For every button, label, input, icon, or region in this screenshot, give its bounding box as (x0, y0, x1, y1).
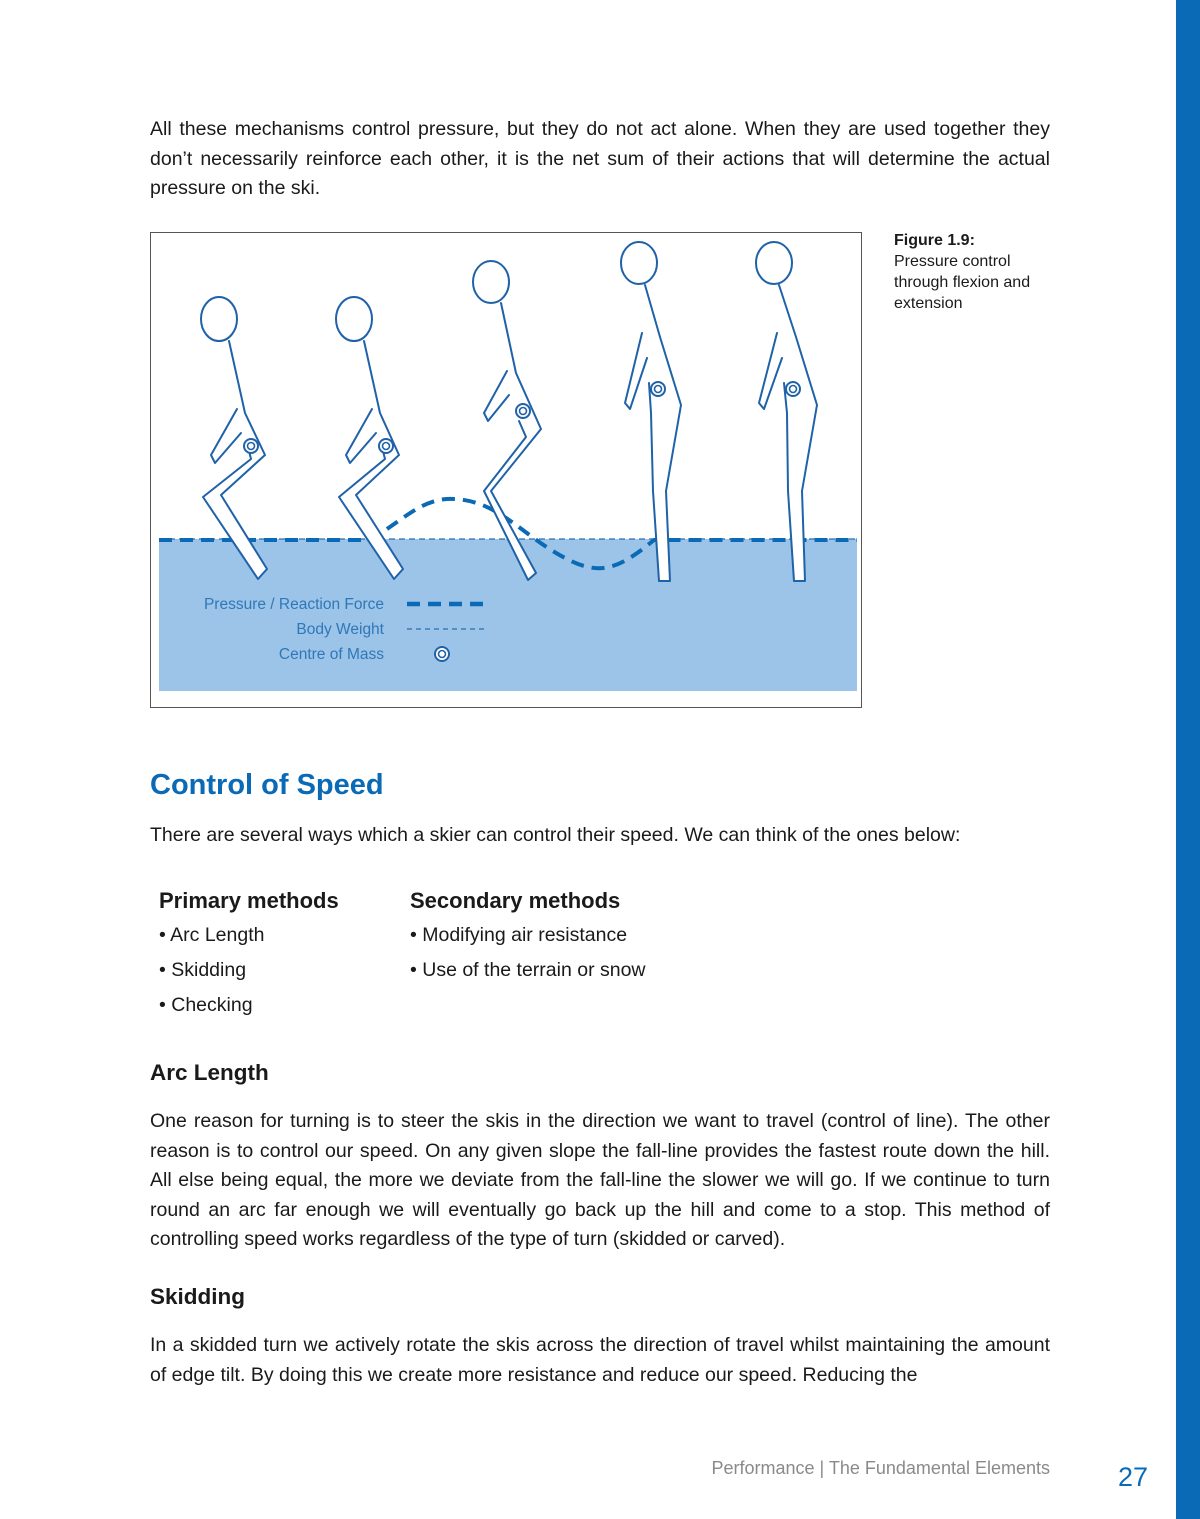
intro-paragraph: All these mechanisms control pressure, but they do not act alone. When they are used together they don’t necessarily reinforce each other, it is the net sum of their actions that will determine the actual pressure on the ski. (150, 118, 1050, 199)
primary-methods-list (159, 918, 339, 1023)
centre-of-mass-icon (435, 647, 449, 661)
skidding-heading: Skidding (150, 1284, 245, 1309)
figure-caption (894, 230, 1064, 314)
arc-length-paragraph: One reason for turning is to steer the skis in the direction we want to travel (control of line). The other reason is to control our speed. On any given slope the fall-line provides the fastest route down the hill. All else being equal, the more we deviate from the fall-line the slower we will go. If we continue to turn round an arc far enough we will eventually go back up the hill and come to a stop. This method of controlling speed works regardless of the type of turn (skidded or carved). (150, 1110, 1050, 1250)
skidding-paragraph: In a skidded turn we actively rotate the skis across the direction of travel whilst maintaining the amount of edge tilt. By doing this we create more resistance and reduce our speed. Reducing the (150, 1334, 1050, 1386)
side-color-bar (1176, 0, 1200, 1519)
section-title: Control of Speed (150, 769, 384, 801)
list-item: • Checking (159, 994, 253, 1016)
speed-intro-paragraph: There are several ways which a skier can control their speed. We can think of the ones below: (150, 824, 961, 846)
caption-text: Pressure control through flexion and extension (894, 253, 1031, 312)
list-item: • Skidding (159, 959, 247, 981)
legend-pressure-label: Pressure / Reaction Force (203, 596, 384, 613)
primary-methods-title: Primary methods (159, 888, 339, 913)
figure-pressure-control (150, 232, 862, 708)
skier-4 (621, 242, 681, 581)
primary-methods (159, 884, 339, 1023)
arc-length-heading: Arc Length (150, 1060, 269, 1085)
legend-com-label: Centre of Mass (278, 646, 384, 663)
secondary-methods-title: Secondary methods (410, 888, 621, 913)
figure-illustration (151, 233, 863, 709)
skier-2 (336, 297, 403, 579)
list-item: • Arc Length (159, 924, 265, 946)
secondary-methods (410, 884, 646, 988)
list-item: • Use of the terrain or snow (410, 959, 646, 981)
skier-1 (201, 297, 267, 579)
legend-body-weight-label: Body Weight (296, 621, 384, 638)
list-item: • Modifying air resistance (410, 924, 628, 946)
skier-5 (756, 242, 817, 581)
skier-3 (473, 261, 541, 580)
page-number: 27 (1118, 1462, 1149, 1492)
running-footer: Performance | The Fundamental Elements (711, 1458, 1050, 1478)
secondary-methods-list (410, 918, 646, 988)
caption-title: Figure 1.9: (894, 232, 975, 249)
